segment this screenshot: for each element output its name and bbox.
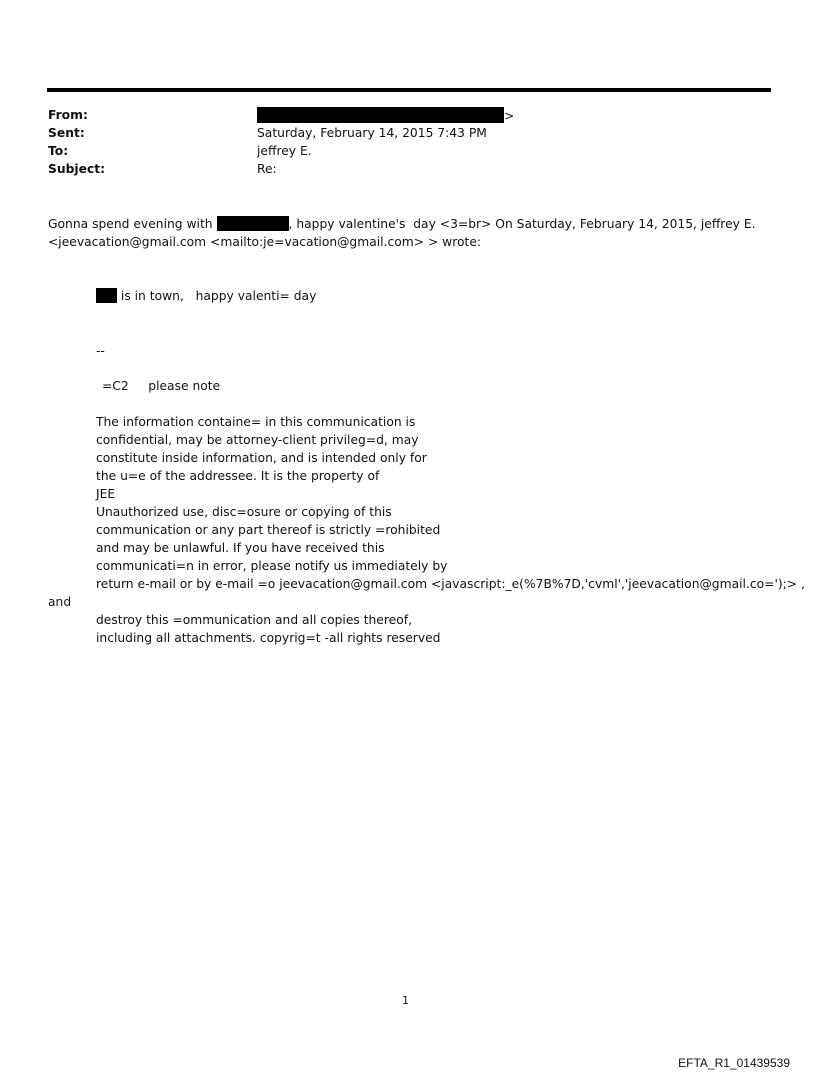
disclaimer-line: destroy this =ommunication and all copies thereof, — [96, 613, 412, 627]
body-line-1-start: Gonna spend evening with — [48, 217, 217, 231]
disclaimer-line: and may be unlawful. If you have received this — [96, 541, 385, 555]
disclaimer-line: communicati=n in error, please notify us immediately by — [96, 559, 448, 573]
disclaimer-line: return e-mail or by e-mail =o jeevacation@gmail.com <javascript:_e(%7B%7D,'cvml','jeevacation@gmail.co=');> , — [96, 577, 805, 591]
signature-separator: -- — [96, 344, 105, 358]
and-word: and — [48, 595, 72, 609]
disclaimer-line: confidential, may be attorney-client privileg=d, may — [96, 433, 419, 447]
page-number: 1 — [402, 994, 409, 1007]
disclaimer-line: communication or any part thereof is strictly =rohibited — [96, 523, 441, 537]
from-label: From: — [48, 108, 88, 122]
quoted-message — [96, 287, 316, 305]
sent-value: Saturday, February 14, 2015 7:43 PM — [257, 126, 487, 140]
disclaimer-line: Unauthorized use, disc=osure or copying of this — [96, 505, 392, 519]
to-value: jeffrey E. — [257, 144, 312, 158]
sent-label: Sent: — [48, 126, 85, 140]
body-line-1 — [48, 215, 756, 233]
body-line-1-end: , happy valentine's day <3=br> On Saturday, February 14, 2015, jeffrey E. — [288, 217, 756, 231]
body-line-2: <jeevacation@gmail.com <mailto:je=vacation@gmail.com> > wrote: — [48, 235, 482, 249]
quoted-message-text: is in town, happy valenti= day — [117, 289, 317, 303]
disclaimer-line: including all attachments. copyrig=t -all rights reserved — [96, 631, 441, 645]
redaction-bar — [257, 107, 504, 123]
c2-note: =C2 please note — [102, 379, 221, 393]
disclaimer-line: constitute inside information, and is intended only for — [96, 451, 427, 465]
disclaimer-line: JEE — [96, 487, 116, 501]
bates-number: EFTA_R1_01439539 — [678, 1056, 790, 1070]
header-rule — [47, 88, 771, 92]
redaction-bar — [96, 288, 117, 303]
subject-label: Subject: — [48, 162, 106, 176]
disclaimer-line: The information containe= in this communication is — [96, 415, 416, 429]
disclaimer-line: the u=e of the addressee. It is the property of — [96, 469, 380, 483]
redaction-bar — [217, 216, 289, 231]
from-value-suffix: > — [504, 109, 515, 123]
from-value — [257, 107, 514, 123]
to-label: To: — [48, 144, 69, 158]
subject-value: Re: — [257, 162, 277, 176]
